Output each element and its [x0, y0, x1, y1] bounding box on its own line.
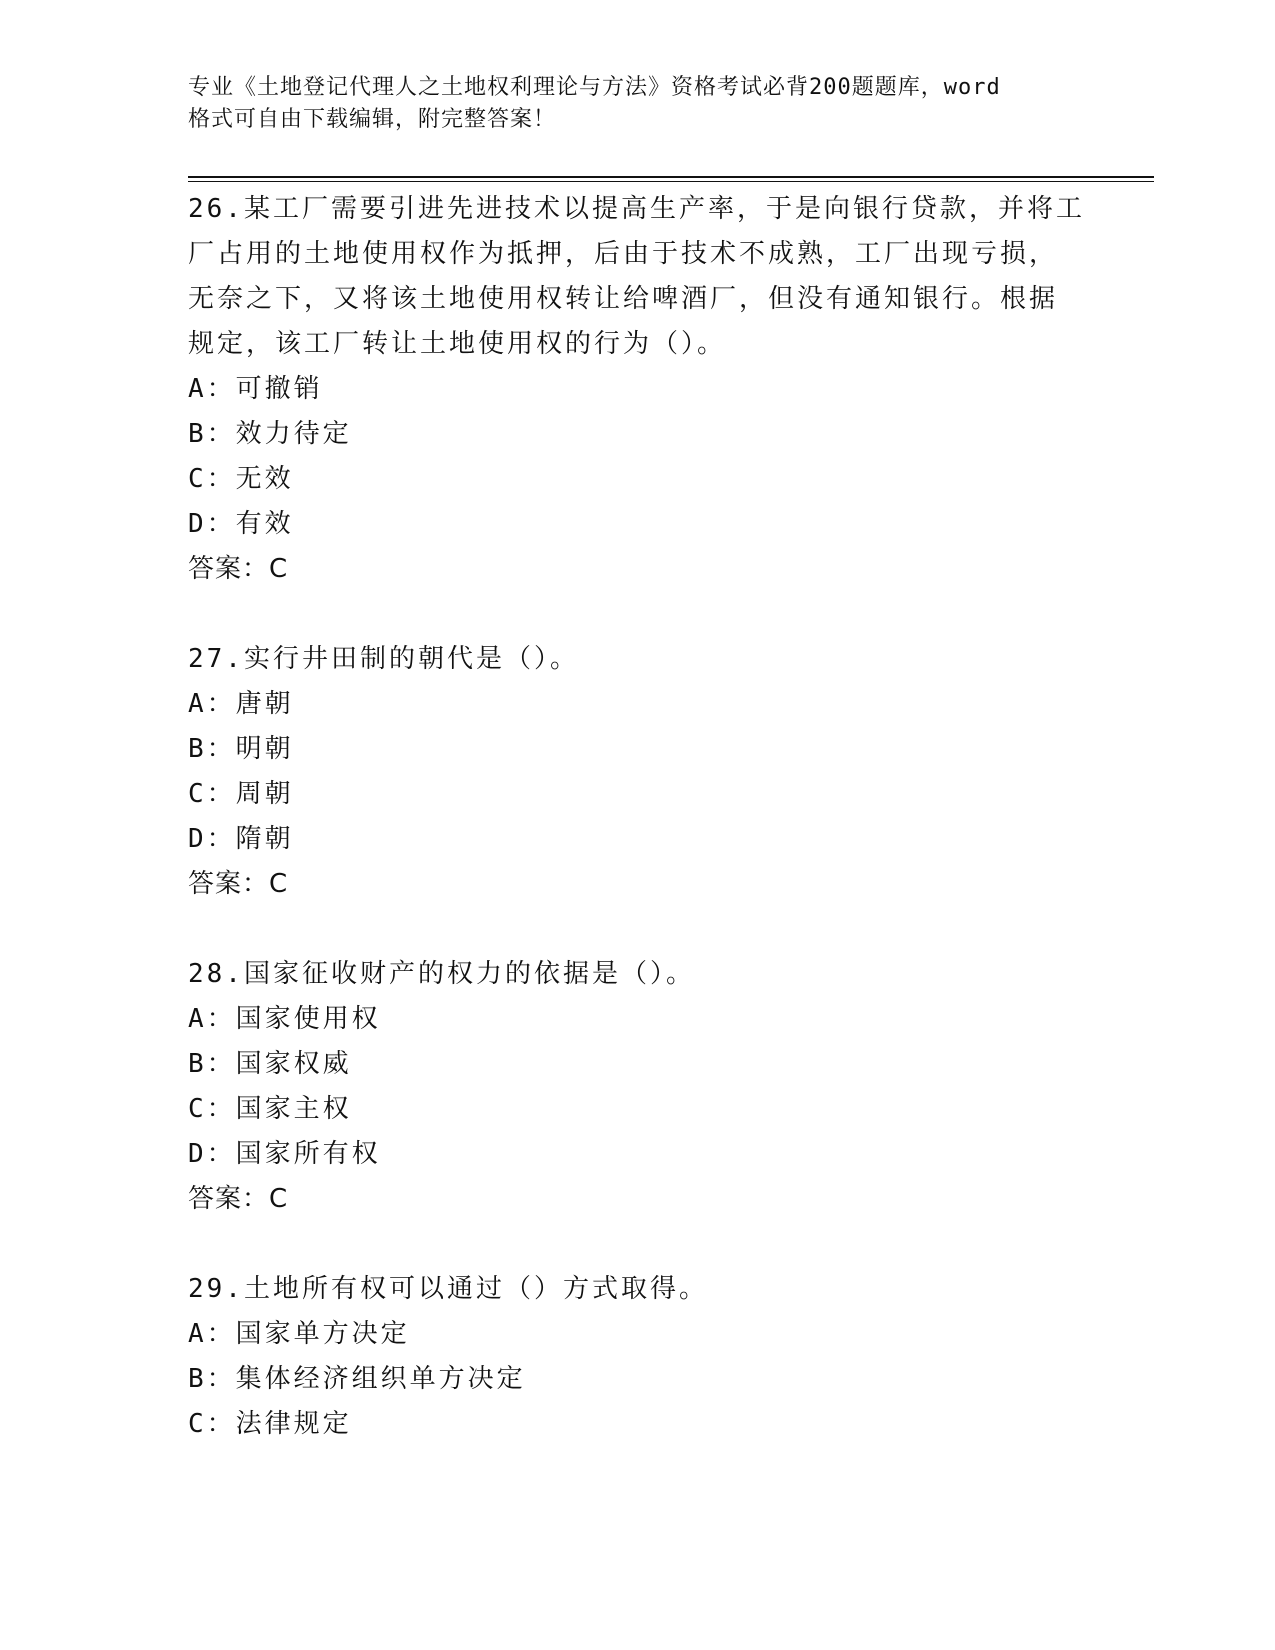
question-29: [188, 1267, 1088, 1447]
option-text: 隋朝: [235, 824, 294, 854]
option-a: [188, 997, 1088, 1042]
answer-line: 答案：C: [188, 554, 289, 584]
option-b: [188, 1357, 1088, 1402]
option-letter: C：: [188, 464, 236, 494]
option-text: 有效: [235, 509, 294, 539]
option-a: [188, 367, 1088, 412]
header-line-1: 专业《土地登记代理人之土地权利理论与方法》资格考试必背200题题库，word: [188, 75, 1001, 100]
option-d: [188, 502, 1088, 547]
question-stem-line: 27.实行井田制的朝代是（）。: [188, 644, 579, 674]
option-letter: A：: [188, 1319, 236, 1349]
question-stem-line: 厂占用的土地使用权作为抵押，后由于技术不成熟，工厂出现亏损，: [188, 239, 1059, 269]
option-c: [188, 1087, 1088, 1132]
question-list: [188, 187, 1088, 1447]
question-stem-line: 26.某工厂需要引进先进技术以提高生产率，于是向银行贷款，并将工: [188, 194, 1085, 224]
option-a: [188, 1312, 1088, 1357]
option-text: 国家单方决定: [235, 1319, 410, 1349]
option-d: [188, 817, 1088, 862]
option-a: [188, 682, 1088, 727]
option-text: 法律规定: [235, 1409, 352, 1439]
option-c: [188, 1402, 1088, 1447]
option-letter: B：: [188, 1049, 236, 1079]
option-c: [188, 457, 1088, 502]
question-stem-line: 28.国家征收财产的权力的依据是（）。: [188, 959, 695, 989]
question-spacer: [188, 907, 1088, 952]
option-letter: C：: [188, 1409, 236, 1439]
option-letter: D：: [188, 1139, 236, 1169]
option-letter: C：: [188, 779, 236, 809]
question-stem: [188, 952, 1088, 997]
question-stem-line: 无奈之下，又将该土地使用权转让给啤酒厂，但没有通知银行。根据: [188, 284, 1059, 314]
question-stem-line: 29.土地所有权可以通过（）方式取得。: [188, 1274, 708, 1304]
document-header: [188, 72, 1068, 136]
question-27: [188, 637, 1088, 907]
option-letter: A：: [188, 1004, 236, 1034]
option-letter: A：: [188, 374, 236, 404]
option-letter: B：: [188, 1364, 236, 1394]
option-letter: C：: [188, 1094, 236, 1124]
option-b: [188, 1042, 1088, 1087]
option-b: [188, 727, 1088, 772]
option-text: 唐朝: [235, 689, 294, 719]
option-text: 周朝: [235, 779, 294, 809]
question-stem: [188, 187, 1088, 367]
question-stem: [188, 637, 1088, 682]
header-line-2: 格式可自由下载编辑，附完整答案！: [188, 107, 557, 132]
option-text: 国家所有权: [235, 1139, 381, 1169]
answer-line: 答案：C: [188, 869, 289, 899]
header-divider-thick: [188, 176, 1154, 178]
option-text: 可撤销: [235, 374, 323, 404]
option-text: 国家权威: [235, 1049, 352, 1079]
option-c: [188, 772, 1088, 817]
option-letter: B：: [188, 419, 236, 449]
question-stem: [188, 1267, 1088, 1312]
question-28: [188, 952, 1088, 1222]
option-text: 效力待定: [235, 419, 352, 449]
option-letter: D：: [188, 509, 236, 539]
option-text: 无效: [235, 464, 294, 494]
option-b: [188, 412, 1088, 457]
option-text: 国家主权: [235, 1094, 352, 1124]
option-d: [188, 1132, 1088, 1177]
question-spacer: [188, 592, 1088, 637]
question-stem-line: 规定，该工厂转让土地使用权的行为（）。: [188, 329, 727, 359]
option-letter: D：: [188, 824, 236, 854]
answer-line: 答案：C: [188, 1184, 289, 1214]
option-letter: B：: [188, 734, 236, 764]
option-text: 集体经济组织单方决定: [235, 1364, 526, 1394]
question-spacer: [188, 1222, 1088, 1267]
option-text: 明朝: [235, 734, 294, 764]
option-text: 国家使用权: [235, 1004, 381, 1034]
question-26: [188, 187, 1088, 592]
header-divider-thin: [188, 181, 1154, 182]
option-letter: A：: [188, 689, 236, 719]
